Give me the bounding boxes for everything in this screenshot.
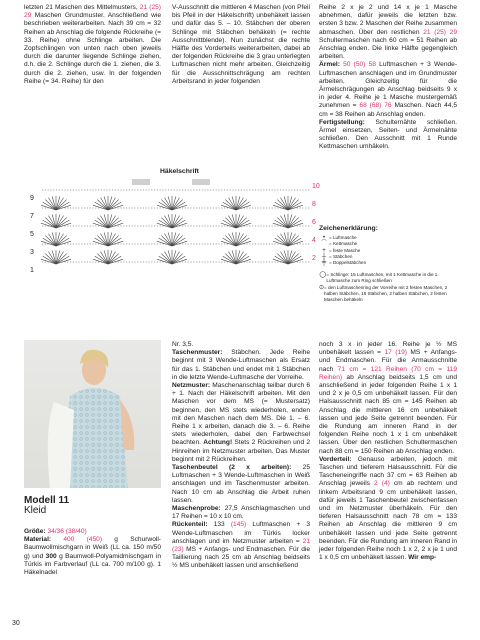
material-n1: 400 (450): [63, 536, 103, 544]
text-column-6: [319, 341, 457, 562]
chain-stitch-icon: •: [322, 235, 326, 242]
rueckenteil-n2: (145): [230, 521, 247, 529]
aermel-n3: 68 (68) 76: [359, 102, 392, 110]
netzmuster-label: Netzmuster:: [172, 382, 211, 390]
col3-p1b: Schultermaschen nach 60 cm = 51 Reihen ab Anschlag enden. Die linke Hälfte gegengleich arbeiten.: [319, 36, 457, 61]
col1-n1: 21: [139, 4, 148, 11]
vorderteil-t1: Genauso arbeiten, jedoch mit Taschen und tieferem Halsausschnitt. Für die Tascheneingriffe nach 37 cm = 63 Reihen ab Anschlag jeweils: [319, 455, 457, 488]
col3-p1: Reihe 2 x je 2 und 14 x je 1 Masche abnehmen, dafür jeweils die letzten bzw. ersten 3 bzw. 2 Maschen der Reihe zusammen abmaschen. Über den restlichen: [319, 4, 457, 36]
legend-item: [319, 260, 459, 266]
col1-intro: letzten 21 Maschen des Mittelmusters,: [24, 4, 140, 11]
groesse-label: Größe:: [24, 528, 48, 535]
taschenmuster-label: Taschenmuster:: [172, 349, 223, 357]
achtung-label: Achtung!: [203, 439, 233, 447]
legend-text: = feste Masche: [329, 247, 361, 253]
rueckenteil-n4: 21 (23): [172, 537, 310, 554]
model-subtitle: Kleid: [24, 505, 47, 516]
col1-n2: (25) 29: [24, 4, 161, 20]
row-number-right: 4: [312, 237, 316, 244]
col6-a: noch 3 x in jeder 16. Reihe je ½ MS unbehäkelt lassen =: [319, 341, 457, 357]
row-number-left: 9: [30, 195, 34, 202]
single-crochet-icon: +: [322, 247, 326, 254]
crochet-chart: [30, 178, 320, 274]
rueckenteil-n1: 133: [207, 521, 231, 529]
legend-text: = Luftmasche: [329, 235, 357, 241]
legend-text: = den Luftmaschenring der Vorreihe mit 2 festen Maschen, 2 halben Stäbchen, 16 Stäbchen, 2 halben Stäbchen, 2 festen Maschen behäkeln: [324, 284, 448, 303]
legend-item: [319, 272, 459, 284]
legend-title: Zeichenerklärung:: [319, 225, 378, 232]
text-column-5: [172, 341, 310, 571]
loop-ring-icon: ◯: [319, 272, 327, 279]
material-t4: g Baumwoll-Polyamidmischgarn in Türkis im Farbverlauf (LL ca. 700 m/100 g). 1 Häkelnadel: [24, 552, 162, 577]
vorderteil-end: Wir emp-: [408, 554, 437, 562]
fertigstellung-label: Fertigstellung:: [319, 118, 365, 126]
slip-stitch-icon: ⌒: [320, 241, 327, 248]
col6-c: ab Anschlag beidseits 1,5 cm und anschließend in jeder folgenden Reihe 1 x 1 und 2 x je 0,5 cm unbehäkelt lassen. Für den Halsausschnitt nach 85 cm = 145 Reihen ab Anschlag die mittleren 16 cm unbehäkelt lassen und jede Seite getrennt beenden. Für die Rundung am inneren Rand in der folgenden Reihe noch 1 x 1 cm unbehäkelt lassen. Über den restlichen Schultermaschen nach 88 cm = 150 Reihen ab Anschlag enden.: [319, 373, 457, 455]
netzmuster-text: Maschenanschlag teilbar durch 6 + 1. Nach der Häkelschrift arbeiten. Mit den Maschen vor dem MS (= Mustersatz) beginnen, den MS stets wiederholen, enden mit den Maschen nach dem MS. Die 1. – 6. Reihe 1 x arbeiten, danach die 3. – 6. Reihe stets wiederholen, dabei den Farbwechsel beachten.: [172, 382, 310, 447]
col6-a-r: 17 (19): [384, 349, 407, 357]
model-heading: [24, 495, 161, 516]
taschenbeutel-label: Taschenbeutel (2 x arbeiten):: [172, 464, 292, 472]
row-number-right: 6: [312, 219, 316, 226]
aermel-t2: Luftmaschen + 3 Wende-Luftmaschen anschlagen und im Grundmuster arbeiten. Gleichzeitig für die Ärmelschrägungen ab Anschlag beidseits 9 x in jeder 4. Reihe je 1 Masche mustergemäß zunehmen =: [319, 61, 458, 110]
legend-text: = Schlinge: 15 Luftmaschen, mit 1 Kettmasche in die 1. Luftmasche zum Ring schließen: [326, 272, 439, 284]
legend-text: = Kettmasche: [329, 241, 358, 247]
rueckenteil-t5: MS + Anfangs- und Endmaschen. Für die Taillierung nach 25 cm ab Anschlag beidseits ½ MS unbehäkelt lassen und anschließend: [172, 546, 310, 570]
aermel-t4: Maschen. Nach 44,5 cm = 38 Reihen ab Anschlag enden.: [319, 102, 458, 118]
model-illustration: [24, 340, 161, 488]
row-number-right: 8: [312, 201, 316, 208]
maschenprobe-text: 27,5 Anschlagmaschen und 17 Reihen = 10 x 10 cm.: [172, 505, 310, 521]
vorderteil-label: Vorderteil:: [319, 455, 352, 463]
shaded-chain-area: [192, 179, 210, 185]
rueckenteil-label: Rückenteil:: [172, 521, 208, 529]
text-column-1: [24, 4, 161, 86]
row-number-right: 2: [312, 255, 316, 262]
taschenbeutel-text: 25 Luftmaschen + 3 Wende-Luftmaschen in Weiß anschlagen und im Taschenmuster arbeiten. Nach 10 cm ab Anschlag die Arbeit ruhen lassen.: [172, 464, 310, 504]
row-number-left: 1: [30, 267, 34, 274]
shaded-chain-area: [132, 179, 150, 185]
legend-text: = Doppelstäbchen: [329, 260, 367, 266]
loop-cover-icon: ⊙: [319, 284, 325, 291]
netzmuster-text-2: Stets 2 Rückreihen und 2 Hinreihen im Netzmuster arbeiten. Das Muster beginnt mit 2 Rückreihen.: [172, 439, 311, 463]
text-column-2: [172, 4, 310, 86]
vorderteil-r: 2 (4): [374, 480, 390, 488]
material-label: Material:: [24, 536, 64, 544]
rueckenteil-t3: Luftmaschen + 3 Wende-Luftmaschen im Türkis locker anschlagen und im Netzmuster arbeiten =: [172, 521, 310, 545]
legend: [319, 226, 459, 303]
row-number-left: 3: [30, 249, 34, 256]
double-crochet-icon: ┼: [321, 253, 327, 260]
text-column-3: [319, 4, 457, 152]
material-t2: g Schurwoll-Baumwollmischgarn in Weiß (LL ca. 150 m/50 g) und: [24, 536, 161, 560]
chart-title: Häkelschrift: [160, 168, 199, 175]
row-number-left: 7: [30, 213, 34, 220]
aermel-n1: 50 (50) 58: [343, 61, 376, 69]
row-number-left: 5: [30, 231, 34, 238]
fertigstellung-text: Schulternähte schließen. Ärmel einsetzen, Seiten- und Ärmelnähte schließen. Den Ausschnitt mit 1 Runde Kettmaschen umhäkeln.: [319, 118, 457, 151]
taschenmuster-text: Stäbchen. Jede Reihe beginnt mit 3 Wende-Luftmaschen als Ersatz für das 1. Stäbchen und endet mit 1 Stäbchen in die letzte Wende-Luftmasche der Vorreihe.: [172, 349, 310, 381]
model-title: Modell 11: [24, 495, 70, 506]
maschenprobe-label: Maschenprobe:: [172, 505, 221, 513]
page-number: 30: [12, 620, 20, 627]
needle-size: Nr. 3,5.: [172, 341, 194, 348]
row-number-right: 10: [312, 183, 320, 190]
groesse-value: 34/36 (38/40): [47, 528, 87, 535]
legend-text: = Stäbchen: [329, 253, 353, 259]
text-column-4: [24, 528, 161, 577]
treble-crochet-icon: ╪: [321, 260, 327, 267]
col6-b: MS + Anfangs- und Endmaschen. Für die Armausschnitte nach: [319, 349, 457, 373]
col1-rest: Maschen Grundmuster. Anschließend wie beschrieben weiterarbeiten. Nach 39 cm = 32 Reihen ab Anschlag die folgende Rückreihe (= 33. Reihe) ohne Schlinge arbeiten. Die Zopfschlingen von unten nach oben jeweils durch die darunter liegende Schlinge ziehen, d.h. die 2. Schlinge durch die 1. ziehen, die 3. durch die 2. ziehen, usw. In der folgenden Reihe (= 34. Reihe) für den: [24, 12, 161, 85]
vorderteil-t2: cm ab rechtem und linkem Arbeitsrand 9 cm unbehäkelt lassen, dafür jeweils 1 Taschenbeutel zwischenfassen und im Netzmuster überhäkeln. Für den tieferen Halsausschnitt nach 78 cm = 133 Reihen ab Anschlag die mittleren 9 cm unbehäkelt lassen und jede Seite getrennt beenden. Für die Rundung am inneren Rand in jeder folgenden Reihe noch 1 x 2, 2 x je 1 und 1 x 0,5 cm unbehäkelt lassen.: [319, 480, 458, 562]
col2-text: V-Ausschnitt die mittleren 4 Maschen (von Pfeil bis Pfeil in der Häkelschrift) unbehäkelt lassen und dafür das 5. – 10. Stäbchen der oberen Schlinge mit Stäbchen behäkeln (= rechte Ausschnittblende). Nun zunächst die rechte Hälfte des Vorderteils weiterarbeiten, dabei ab der folgenden Rückreihe die 3 grau unterlegten Luftmaschen nicht mehr arbeiten. Gleichzeitig für die Ausschnittschrägung am rechten Arbeitsrand in jeder folgenden: [172, 4, 310, 85]
col3-p1r: 21 (25) 29: [423, 28, 458, 36]
material-n3: 300: [45, 552, 57, 560]
model-photo: [24, 340, 161, 488]
col6-b-r: 71 cm = 121 Reihen (70 cm = 119 Reihen): [319, 365, 457, 381]
legend-item: [319, 285, 459, 304]
aermel-label: Ärmel:: [319, 61, 344, 69]
